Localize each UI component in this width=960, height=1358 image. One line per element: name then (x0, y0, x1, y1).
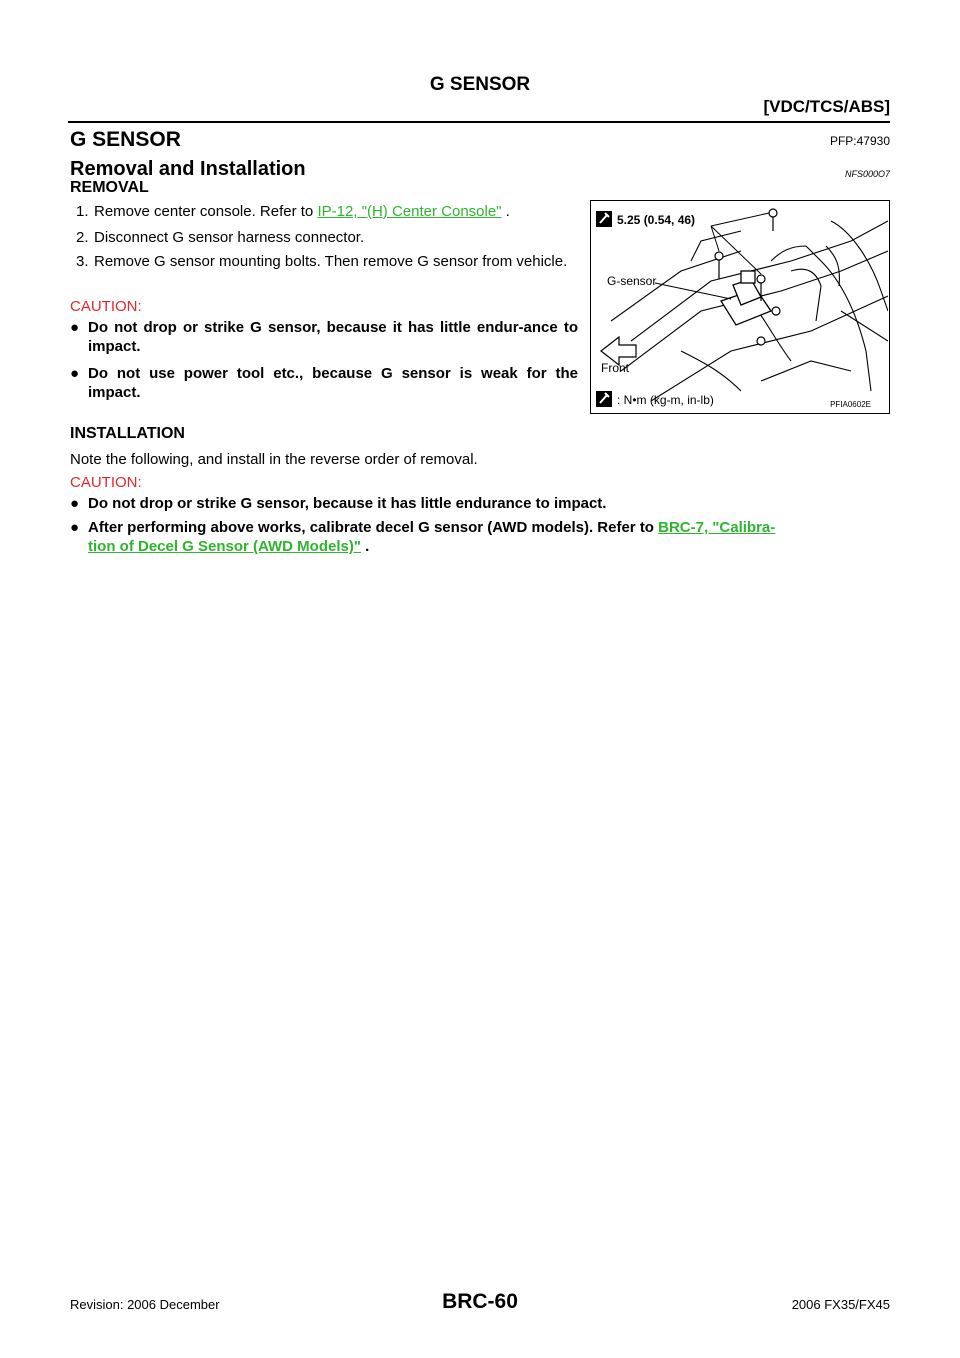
footer-revision: Revision: 2006 December (70, 1297, 220, 1312)
link-brc-7-calibration[interactable]: BRC-7, "Calibra- (658, 519, 776, 536)
removal-caution-1: ● Do not drop or strike G sensor, because it has little endur-ance to impact. (70, 319, 578, 355)
bullet-icon: ● (70, 495, 80, 512)
bullet-icon: ● (70, 365, 80, 382)
subsection-code: NFS000O7 (844, 169, 890, 179)
removal-step-2 (76, 228, 578, 247)
front-label: Front (601, 361, 630, 375)
removal-heading: REMOVAL (70, 179, 149, 196)
installation-heading: INSTALLATION (70, 425, 185, 442)
g-sensor-drawing (591, 201, 888, 412)
running-header-subtitle: [VDC/TCS/ABS] (763, 97, 890, 116)
bullet-icon: ● (70, 519, 80, 536)
subsection-title: Removal and Installation (70, 158, 306, 180)
link-brc-7-calibration-cont[interactable]: tion of Decel G Sensor (AWD Models)" (88, 538, 361, 555)
running-header-title: G SENSOR (429, 74, 531, 95)
removal-caution-2: ● Do not use power tool etc., because G sensor is weak for the impact. (70, 365, 578, 401)
wrench-icon (596, 391, 612, 407)
installation-caution-2: ● After performing above works, calibrate decel G sensor (AWD models). Refer to BRC-7, "Calibra- tion of Decel G Sensor (AWD Models)" . (70, 519, 776, 555)
torque-unit-label: : N•m (kg-m, in-lb) (617, 393, 714, 407)
step-number: 1. (76, 203, 89, 220)
installation-caution-1: ● Do not drop or strike G sensor, because it has little endurance to impact. (70, 495, 607, 512)
step-text: Disconnect G sensor harness connector. (94, 229, 365, 246)
wrench-icon (596, 211, 612, 227)
g-sensor-illustration (590, 200, 890, 414)
section-code: PFP:47930 (829, 134, 890, 148)
installation-intro: Note the following, and install in the reverse order of removal. (70, 451, 478, 468)
g-sensor-callout: G-sensor (607, 274, 657, 288)
removal-step-1: 1. Remove center console. Refer to IP-12, "(H) Center Console" . (76, 203, 510, 220)
step-number: 2. (76, 229, 89, 246)
header-rule (68, 121, 890, 123)
step-number: 3. (76, 253, 89, 270)
torque-spec-label: 5.25 (0.54, 46) (617, 213, 696, 227)
link-ip-12-center-console[interactable]: IP-12, "(H) Center Console" (317, 203, 502, 220)
footer-model: 2006 FX35/FX45 (791, 1297, 890, 1312)
installation-caution-label: CAUTION: (70, 474, 142, 491)
bullet-icon: ● (70, 319, 80, 336)
removal-step-3 (76, 252, 578, 271)
step-text: Remove center console. Refer to (94, 203, 318, 220)
page-number: BRC-60 (442, 1290, 518, 1313)
removal-caution-label: CAUTION: (70, 298, 142, 315)
section-title: G SENSOR (70, 128, 181, 151)
step-text: Remove G sensor mounting bolts. Then remove G sensor from vehicle. (94, 253, 568, 270)
figure-code: PFIA0602E (830, 400, 871, 409)
